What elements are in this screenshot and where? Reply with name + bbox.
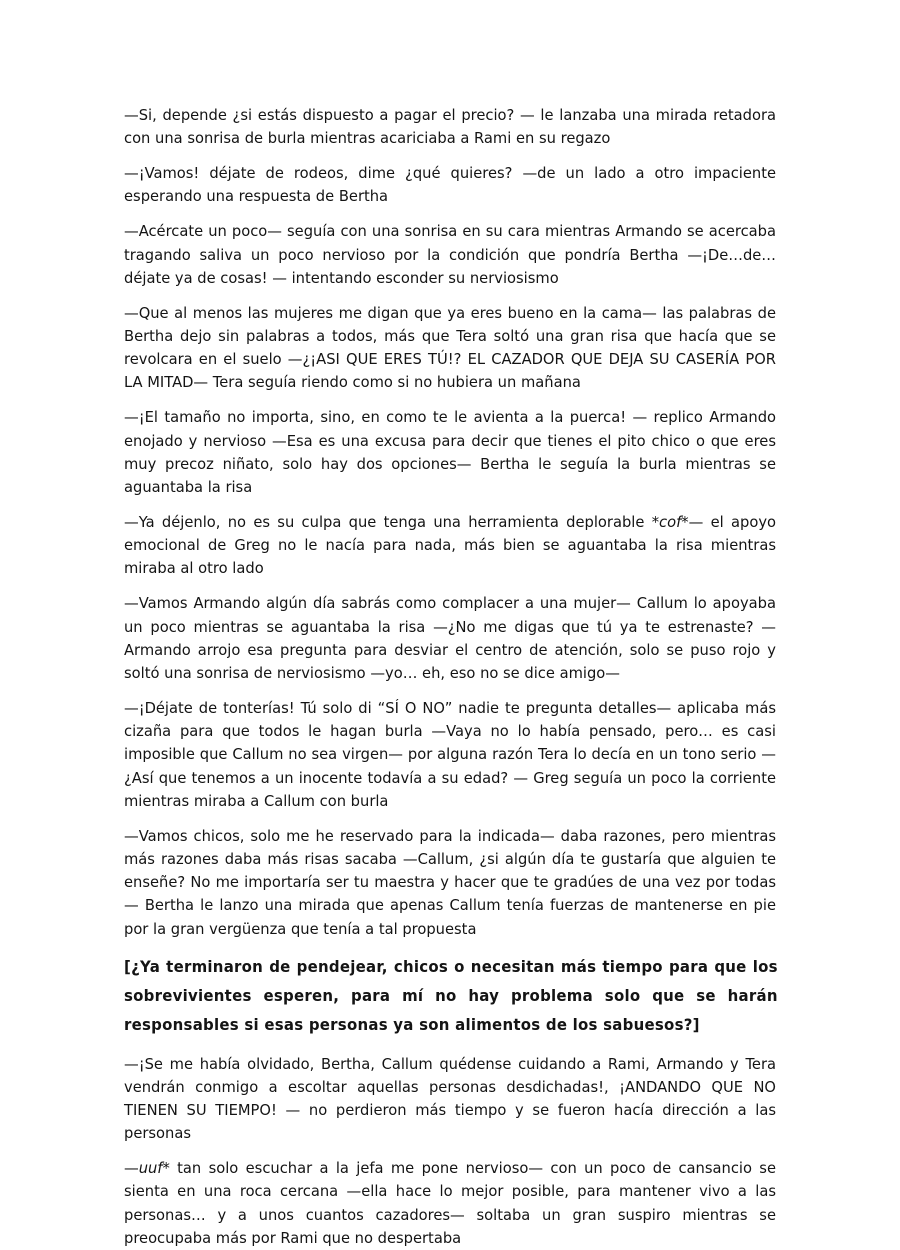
paragraph-8: —¡Déjate de tonterías! Tú solo di “SÍ O NO” nadie te pregunta detalles— aplicaba más cizaña para que todos le hagan burla —Vaya no lo había pensado, pero… es casi imposible que Callum no sea virgen— por alguna razón Tera lo decía en un tono serio —¿Así que tenemos a un inocente todavía a su edad? — Greg seguía un poco la corriente mientras miraba a Callum con burla xyxy=(124,700,776,810)
system-message-callout: [¿Ya terminaron de pendejear, chicos o necesitan más tiempo para que los sobrevivientes esperen, para mí no hay problema solo que se harán responsables si esas personas ya son alimentos de los sabuesos?] xyxy=(124,957,778,1034)
paragraph-6-text-start: —Ya déjenlo, no es su culpa que tenga una herramienta deplorable * xyxy=(124,514,660,532)
paragraph-11-text-end: tan solo escuchar a la jefa me pone nervioso— con un poco de cansancio se sienta en una roca cercana —ella hace lo mejor posible, para mantener vivo a las personas… y a unos cuantos cazadores— soltaba un gran suspiro mientras se preocupaba más por Rami que no despertaba xyxy=(124,1160,776,1247)
paragraph-3: —Acércate un poco— seguía con una sonrisa en su cara mientras Armando se acercaba tragando saliva un poco nervioso por la condición que pondría Bertha —¡De…de… déjate ya de cosas! — intentando esconder su nerviosismo xyxy=(124,223,776,287)
paragraph-11-text-start: — xyxy=(124,1160,139,1178)
paragraph-4: —Que al menos las mujeres me digan que ya eres bueno en la cama— las palabras de Bertha dejo sin palabras a todos, más que Tera soltó una gran risa que hacía que se revolcara en el suelo —¿¡ASI QUE ERES TÚ!? EL CAZADOR QUE DEJA SU CASERÍA POR LA MITAD— Tera seguía riendo como si no hubiera un mañana xyxy=(124,304,776,392)
paragraph-11-italic: uuf* xyxy=(138,1160,170,1178)
paragraph-7: —Vamos Armando algún día sabrás como complacer a una mujer— Callum lo apoyaba un poco mientras se aguantaba la risa —¿No me digas que tú ya te estrenaste? — Armando arrojo esa pregunta para desviar el centro de atención, solo se puso rojo y soltó una sonrisa de nerviosismo —yo… eh, eso no se dice amigo— xyxy=(124,595,776,683)
paragraph-6 xyxy=(124,511,776,581)
paragraph-1: —Si, depende ¿si estás dispuesto a pagar el precio? — le lanzaba una mirada retadora con una sonrisa de burla mientras acariciaba a Rami en su regazo xyxy=(124,107,776,148)
paragraph-10: —¡Se me había olvidado, Bertha, Callum quédense cuidando a Rami, Armando y Tera vendrán conmigo a escoltar aquellas personas desdichadas!, ¡ANDANDO QUE NO TIENEN SU TIEMPO! — no perdieron más tiempo y se fueron hacía dirección a las personas xyxy=(124,1055,776,1143)
paragraph-5: —¡El tamaño no importa, sino, en como te le avienta a la puerca! — replico Armando enojado y nervioso —Esa es una excusa para decir que tienes el pito chico o que eres muy precoz niñato, solo hay dos opciones— Bertha le seguía la burla mientras se aguantaba la risa xyxy=(124,409,776,497)
paragraph-6-italic: cof* xyxy=(659,514,689,532)
paragraph-6-text-end: — el apoyo emocional de Greg no le nacía para nada, más bien se aguantaba la risa mientras miraba al otro lado xyxy=(124,514,776,578)
paragraph-9: —Vamos chicos, solo me he reservado para la indicada— daba razones, pero mientras más razones daba más risas sacaba —Callum, ¿si algún día te gustaría que alguien te enseñe? No me importaría ser tu maestra y hacer que te gradúes de una vez por todas — Bertha le lanzo una mirada que apenas Callum tenía fuerzas de mantenerse en pie por la gran vergüenza que tenía a tal propuesta xyxy=(124,827,776,938)
paragraph-11 xyxy=(124,1157,776,1250)
paragraph-2: —¡Vamos! déjate de rodeos, dime ¿qué quieres? —de un lado a otro impaciente esperando una respuesta de Bertha xyxy=(124,165,776,206)
